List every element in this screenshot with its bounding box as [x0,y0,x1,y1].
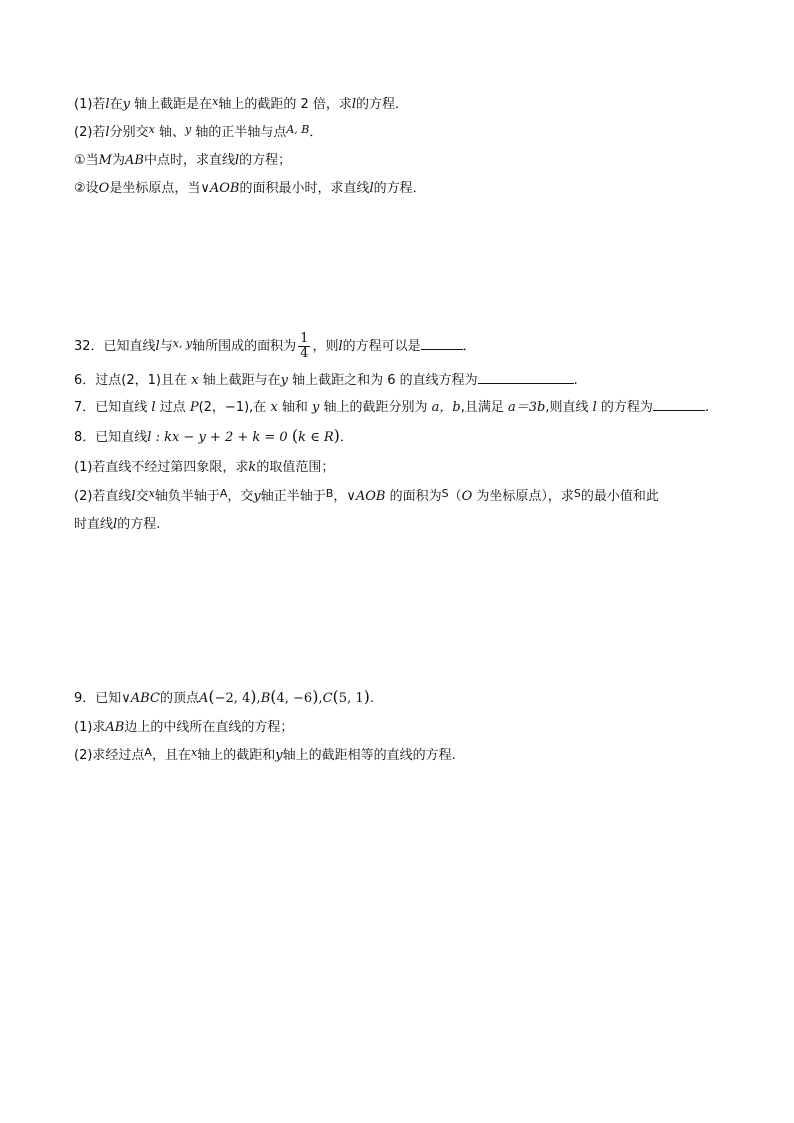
text: 轴上的截距分别为 [319,400,432,415]
prev-question-part-2 [74,124,322,142]
text: 轴、 [154,125,185,140]
paren-open: ( [332,687,339,706]
text: . [704,400,710,415]
text: ,则直线 [545,400,593,415]
var-y: y [253,489,261,504]
question-6 [74,372,578,390]
paren-close: ) [312,687,319,706]
var-y: y [275,748,283,763]
var-k: k [248,460,257,475]
point-a: A [219,487,228,500]
text: 轴所围成的面积为 [192,339,297,354]
text: 7．已知直线 [74,400,152,415]
var-x: x [270,400,278,415]
text: 轴上截距与在 [198,373,281,388]
text: 的方程. [117,517,161,532]
point-c: C [322,691,333,706]
var-l: l [592,400,597,415]
question-8 [74,427,353,447]
text: 的方程为 [596,400,653,415]
text: 轴上的截距和 [197,748,276,763]
text: (2，−1),在 [198,400,271,415]
text: 的方程． [356,97,409,112]
point-a: A [144,746,152,759]
comma: , [256,691,261,706]
text: 6．过点(2，1)且在 [74,373,192,388]
text: 的最小值和此 [580,489,659,504]
question-9 [74,688,374,708]
var-l: l [151,400,156,415]
text: 轴上截距之和为 6 的直线方程为 [287,373,478,388]
var-y: y [122,97,130,112]
var-l: l [113,517,118,532]
text: (2)若直线 [74,489,132,504]
paren-open: ( [208,687,215,706]
text: 9．已知 [74,691,122,706]
var-l: l [131,489,136,504]
text: 的方程可以是 [342,339,421,354]
text: （ [448,489,462,504]
text: 轴负半轴于 [154,489,220,504]
text: 轴上截距是在 [129,97,213,112]
var-x: x [148,487,155,500]
text: 的面积为 [385,489,442,504]
condition-equation: a＝3b [508,400,546,415]
text: (1)求 [74,720,106,735]
vars-xy: x, y [172,337,193,350]
var-l: l [105,125,110,140]
text: 与 [159,339,173,354]
text: 是坐标原点，当 [109,181,201,196]
answer-blank [653,399,705,411]
text: 轴上的截距相等的直线的方程. [282,748,456,763]
text: 中点时，求直线 [143,153,235,168]
point-b: B [325,487,334,500]
point-p: P [189,400,199,415]
text: . [573,373,578,388]
text: ． [339,430,353,445]
var-s: S [441,487,449,500]
point-a: A [198,691,209,706]
triangle-aob: ∨AOB [346,489,386,504]
question-9-part-2 [74,747,456,765]
segment-ab: AB [124,153,144,168]
fraction [298,332,310,361]
text: ，则 [312,339,339,354]
prev-question-sub-1 [74,152,291,170]
text: ，交 [227,489,254,504]
line-equation: l : kx − y + 2 + k = 0 [147,430,288,445]
question-9-part-1 [74,719,293,737]
numerator: 1 [300,331,309,346]
var-l: l [234,153,240,168]
text: 8．已知直线 [74,430,148,445]
text: ，且在 [151,748,191,763]
var-l: l [338,339,343,354]
text: 的面积最小时，求直线 [239,181,370,196]
text: (1)若直线不经过第四象限，求 [74,460,249,475]
var-o: O [461,489,473,504]
text: 为坐标原点），求 [472,489,574,504]
point-b-coords: 4, −6 [276,691,313,706]
prev-question-part-1 [74,96,408,114]
point-c-coords: 5, 1 [338,691,364,706]
question-8-part-1 [74,459,334,477]
text: 的顶点 [159,691,199,706]
text: 的取值范围； [256,460,335,475]
paren-close: ) [363,687,370,706]
segment-ab: AB [105,720,125,735]
paren-open: ( [291,426,299,445]
text: ,且满足 [460,400,509,415]
denominator: 4 [300,346,309,361]
prev-question-sub-2 [74,180,426,198]
text: 的方程； [239,153,292,168]
k-condition: k ∈ R [298,430,334,445]
point-a-coords: −2, 4 [214,691,251,706]
points-ab: A, B [286,123,310,136]
text: (1)若 [74,97,106,112]
var-x: x [148,123,155,136]
text: 过点 [155,400,190,415]
comma: , [318,691,323,706]
text: 的方程． [373,181,426,196]
var-y: y [280,373,288,388]
text: . [369,691,374,706]
var-l: l [155,339,160,354]
text: 32．已知直线 [74,339,156,354]
text: 分别交 [109,125,149,140]
paren-close: ) [250,687,257,706]
var-o: O [98,181,110,196]
var-y: y [312,400,320,415]
text: 轴正半轴于 [260,489,326,504]
text: 轴的正半轴与点 [191,125,287,140]
text: 边上的中线所在直线的方程； [124,720,294,735]
var-x: x [190,746,198,759]
var-l: l [369,181,374,196]
paren-close: ) [333,426,340,445]
var-s: S [573,487,581,500]
var-y: y [184,123,192,136]
text: ①当 [74,153,99,168]
text: 时直线 [74,517,114,532]
text: ． [309,125,323,140]
var-l: l [105,97,110,112]
text: 轴和 [277,400,313,415]
point-b: B [260,691,271,706]
triangle-abc: ∨ABC [121,691,160,706]
var-m: M [98,153,112,168]
text: 交 [135,489,149,504]
text: 轴上的截距的 2 倍，求 [218,97,352,112]
vars-ab: a，b [431,400,461,415]
question-32 [74,330,476,364]
text: (2)求经过点 [74,748,145,763]
var-l: l [351,97,357,112]
text: 在 [109,97,123,112]
answer-blank [478,372,574,384]
var-x: x [191,373,199,388]
paren-open: ( [270,687,277,706]
text: ． [462,339,476,354]
question-7 [74,399,709,417]
var-x: x [212,95,219,108]
text: (2)若 [74,125,106,140]
question-8-part-2 [74,488,659,506]
text: ， [333,489,347,504]
text: ②设 [74,181,99,196]
text: 为 [111,153,125,168]
triangle-aob: ∨AOB [200,181,240,196]
answer-blank [421,338,463,350]
question-8-part-2-cont [74,516,160,534]
